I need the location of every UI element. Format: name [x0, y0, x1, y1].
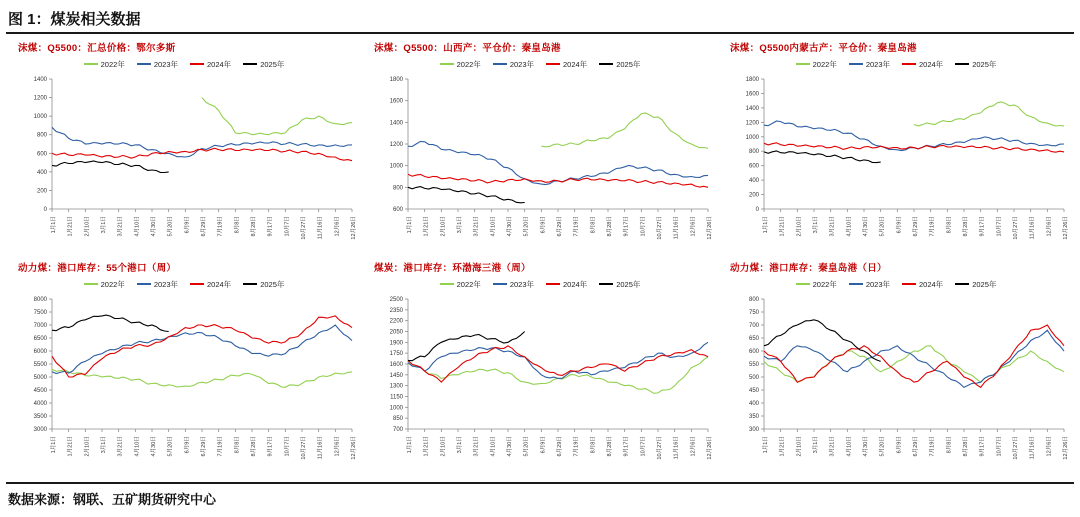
svg-text:1600: 1600 [389, 98, 403, 105]
svg-text:4月30日: 4月30日 [507, 436, 513, 457]
legend-swatch-icon [243, 283, 257, 285]
svg-text:10月7日: 10月7日 [284, 436, 291, 457]
series-line-2024年 [408, 346, 708, 382]
legend-item-2025年 [599, 59, 640, 70]
svg-text:5月20日: 5月20日 [167, 216, 174, 237]
svg-text:8月28日: 8月28日 [251, 216, 257, 237]
svg-text:800: 800 [36, 132, 47, 139]
svg-text:2月10日: 2月10日 [796, 436, 803, 457]
svg-text:1月1日: 1月1日 [763, 436, 769, 454]
svg-text:3000: 3000 [33, 427, 47, 433]
svg-text:850: 850 [392, 416, 403, 423]
svg-text:8月28日: 8月28日 [607, 436, 613, 457]
svg-text:12月26日: 12月26日 [351, 436, 357, 460]
chart-plot-3 [8, 293, 360, 475]
svg-text:3月1日: 3月1日 [101, 216, 107, 234]
svg-text:6月29日: 6月29日 [913, 436, 919, 457]
svg-text:12月6日: 12月6日 [1046, 216, 1053, 237]
svg-text:650: 650 [748, 336, 759, 342]
legend-label: 2024年 [207, 279, 232, 289]
svg-text:3月21日: 3月21日 [829, 216, 836, 237]
svg-text:1150: 1150 [390, 394, 403, 401]
svg-text:1月1日: 1月1日 [407, 436, 413, 454]
svg-text:8月8日: 8月8日 [590, 216, 597, 234]
svg-text:750: 750 [748, 310, 759, 316]
svg-text:6500: 6500 [33, 336, 47, 342]
chart-title-0: 沫煤：Q5500：汇总价格：鄂尔多斯 [18, 43, 176, 54]
svg-text:7月19日: 7月19日 [217, 436, 224, 457]
chart-panel-3 [8, 258, 360, 476]
chart-title-1: 沫煤：Q5500：山西产：平仓价：秦皇岛港 [374, 43, 561, 54]
svg-text:2050: 2050 [389, 329, 403, 336]
legend-swatch-icon [902, 63, 916, 65]
svg-text:1400: 1400 [389, 120, 403, 127]
svg-text:8月8日: 8月8日 [946, 436, 953, 454]
svg-text:12月6日: 12月6日 [1046, 436, 1053, 457]
svg-text:6000: 6000 [33, 349, 47, 355]
legend-label: 2025年 [616, 279, 641, 289]
chart-plot-0 [8, 73, 360, 255]
legend-item-2025年 [599, 279, 640, 290]
svg-text:400: 400 [748, 401, 759, 407]
svg-text:1800: 1800 [745, 77, 759, 83]
svg-text:5月20日: 5月20日 [879, 216, 886, 237]
chart-legend-3 [8, 278, 360, 290]
svg-text:5月20日: 5月20日 [523, 436, 530, 457]
svg-text:1月21日: 1月21日 [779, 436, 786, 457]
svg-text:600: 600 [748, 163, 759, 170]
svg-text:2月10日: 2月10日 [440, 436, 447, 457]
legend-item-2024年 [546, 279, 587, 290]
legend-item-2025年 [955, 59, 996, 70]
svg-text:1200: 1200 [389, 142, 403, 148]
legend-item-2022年 [440, 59, 481, 70]
svg-text:8月8日: 8月8日 [234, 216, 241, 234]
page-title: 图 1：煤炭相关数据 [8, 11, 141, 28]
series-line-2022年 [52, 369, 352, 387]
legend-swatch-icon [546, 283, 560, 285]
svg-text:4500: 4500 [33, 388, 47, 394]
svg-text:5月20日: 5月20日 [523, 216, 530, 237]
chart-svg [720, 73, 1072, 255]
svg-text:6月29日: 6月29日 [201, 436, 207, 457]
chart-panel-0 [8, 38, 360, 256]
svg-text:3月1日: 3月1日 [813, 436, 819, 454]
svg-text:9月17日: 9月17日 [267, 436, 274, 457]
chart-legend-4 [364, 278, 716, 290]
svg-text:400: 400 [748, 178, 759, 185]
series-line-2025年 [52, 315, 169, 331]
legend-label: 2024年 [563, 59, 588, 69]
legend-item-2024年 [190, 59, 231, 70]
svg-text:12月26日: 12月26日 [1063, 216, 1069, 240]
svg-text:800: 800 [748, 149, 759, 156]
legend-item-2025年 [243, 59, 284, 70]
svg-text:11月16日: 11月16日 [317, 216, 324, 240]
svg-text:10月27日: 10月27日 [301, 436, 307, 460]
chart-panel-1 [364, 38, 716, 256]
svg-text:6月9日: 6月9日 [896, 216, 903, 234]
svg-text:1月21日: 1月21日 [423, 216, 430, 237]
legend-item-2023年 [137, 59, 178, 70]
svg-text:1月21日: 1月21日 [67, 216, 74, 237]
svg-text:3月21日: 3月21日 [117, 216, 124, 237]
chart-svg [364, 293, 716, 475]
svg-text:3月1日: 3月1日 [457, 216, 463, 234]
legend-swatch-icon [796, 283, 810, 285]
chart-panel-4 [364, 258, 716, 476]
source-note: 数据来源：钢联、五矿期货研究中心 [8, 492, 217, 507]
chart-panel-5 [720, 258, 1072, 476]
chart-title-2: 沫煤：Q5500内蒙古产：平仓价：秦皇岛港 [730, 43, 917, 54]
svg-text:0: 0 [755, 207, 759, 213]
svg-text:500: 500 [748, 375, 759, 381]
legend-swatch-icon [849, 63, 863, 65]
svg-text:6月29日: 6月29日 [201, 216, 207, 237]
svg-text:6月29日: 6月29日 [557, 216, 563, 237]
chart-legend-1 [364, 58, 716, 70]
legend-label: 2025年 [972, 59, 997, 69]
legend-label: 2022年 [456, 279, 481, 289]
svg-text:3月1日: 3月1日 [101, 436, 107, 454]
svg-text:6月9日: 6月9日 [184, 436, 191, 454]
legend-swatch-icon [84, 283, 98, 285]
legend-item-2024年 [902, 59, 943, 70]
svg-text:6月9日: 6月9日 [540, 216, 547, 234]
legend-label: 2023年 [509, 279, 534, 289]
series-line-2023年 [52, 325, 352, 374]
svg-text:3月21日: 3月21日 [829, 436, 836, 457]
svg-text:4月10日: 4月10日 [490, 216, 497, 237]
series-line-2022年 [202, 98, 352, 135]
svg-text:8月28日: 8月28日 [607, 216, 613, 237]
svg-text:3月1日: 3月1日 [457, 436, 463, 454]
svg-text:3月21日: 3月21日 [473, 216, 480, 237]
svg-text:8000: 8000 [33, 297, 47, 303]
legend-label: 2024年 [919, 279, 944, 289]
svg-text:7000: 7000 [33, 323, 47, 329]
title-divider [6, 32, 1074, 34]
series-line-2024年 [764, 143, 1064, 152]
svg-text:4月30日: 4月30日 [863, 216, 869, 237]
svg-text:11月16日: 11月16日 [1029, 436, 1036, 460]
legend-swatch-icon [955, 283, 969, 285]
legend-swatch-icon [137, 283, 151, 285]
svg-text:8月28日: 8月28日 [251, 436, 257, 457]
svg-text:9月17日: 9月17日 [623, 436, 630, 457]
svg-text:8月8日: 8月8日 [946, 216, 953, 234]
svg-text:10月27日: 10月27日 [657, 216, 663, 240]
series-line-2022年 [914, 102, 1064, 126]
svg-text:6月9日: 6月9日 [540, 436, 547, 454]
svg-text:9月17日: 9月17日 [979, 436, 986, 457]
svg-text:1300: 1300 [389, 383, 403, 390]
svg-text:1900: 1900 [389, 340, 403, 347]
svg-text:3月1日: 3月1日 [813, 216, 819, 234]
svg-text:10月7日: 10月7日 [284, 216, 291, 237]
svg-text:3月21日: 3月21日 [117, 436, 124, 457]
series-line-2023年 [52, 127, 352, 157]
series-line-2022年 [541, 113, 708, 148]
svg-text:400: 400 [36, 169, 47, 176]
svg-text:1600: 1600 [389, 362, 403, 368]
legend-swatch-icon [796, 63, 810, 65]
legend-swatch-icon [137, 63, 151, 65]
legend-item-2023年 [493, 59, 534, 70]
svg-text:200: 200 [748, 192, 759, 199]
legend-label: 2024年 [207, 59, 232, 69]
series-line-2024年 [408, 174, 708, 187]
svg-text:1月1日: 1月1日 [763, 216, 769, 234]
svg-text:600: 600 [748, 349, 759, 355]
svg-text:1月21日: 1月21日 [67, 436, 74, 457]
svg-text:550: 550 [748, 362, 759, 368]
svg-text:4月30日: 4月30日 [863, 436, 869, 457]
svg-text:12月6日: 12月6日 [334, 216, 341, 237]
svg-text:4月10日: 4月10日 [490, 436, 497, 457]
legend-swatch-icon [546, 63, 560, 65]
svg-text:1000: 1000 [745, 134, 759, 141]
legend-label: 2025年 [616, 59, 641, 69]
legend-label: 2022年 [812, 279, 837, 289]
svg-text:1月1日: 1月1日 [51, 436, 57, 454]
chart-title-5: 动力煤：港口库存：秦皇岛港（日） [730, 263, 887, 274]
svg-text:1400: 1400 [745, 105, 759, 112]
svg-text:12月26日: 12月26日 [707, 436, 713, 460]
legend-item-2022年 [796, 279, 837, 290]
svg-text:7月19日: 7月19日 [929, 436, 936, 457]
svg-text:1600: 1600 [745, 91, 759, 98]
legend-item-2024年 [190, 279, 231, 290]
legend-swatch-icon [599, 63, 613, 65]
legend-label: 2023年 [153, 59, 178, 69]
legend-item-2022年 [796, 59, 837, 70]
chart-svg [720, 293, 1072, 475]
svg-text:3500: 3500 [33, 414, 47, 420]
svg-text:1月1日: 1月1日 [407, 216, 413, 234]
svg-text:800: 800 [392, 185, 403, 192]
svg-text:2月10日: 2月10日 [84, 216, 91, 237]
legend-swatch-icon [849, 283, 863, 285]
legend-swatch-icon [243, 63, 257, 65]
svg-text:8月28日: 8月28日 [963, 216, 969, 237]
series-line-2025年 [764, 151, 881, 163]
legend-swatch-icon [493, 283, 507, 285]
chart-title-3: 动力煤：港口库存：55个港口（周） [18, 263, 177, 274]
legend-label: 2024年 [919, 59, 944, 69]
svg-text:8月8日: 8月8日 [234, 436, 241, 454]
legend-swatch-icon [190, 283, 204, 285]
svg-text:5500: 5500 [33, 362, 47, 368]
legend-label: 2025年 [260, 59, 285, 69]
svg-text:12月26日: 12月26日 [707, 216, 713, 240]
legend-label: 2025年 [972, 279, 997, 289]
svg-text:4月10日: 4月10日 [134, 436, 141, 457]
svg-text:350: 350 [748, 414, 759, 420]
svg-text:11月16日: 11月16日 [1029, 216, 1036, 240]
chart-svg [364, 73, 716, 255]
svg-text:1月1日: 1月1日 [51, 216, 57, 234]
chart-plot-4 [364, 293, 716, 475]
svg-text:1450: 1450 [389, 372, 403, 379]
chart-plot-2 [720, 73, 1072, 255]
svg-text:1000: 1000 [389, 405, 403, 412]
chart-grid [6, 38, 1074, 478]
svg-text:2200: 2200 [389, 318, 403, 325]
svg-text:6月29日: 6月29日 [913, 216, 919, 237]
chart-svg [8, 293, 360, 475]
svg-text:1000: 1000 [33, 114, 47, 121]
svg-text:200: 200 [36, 188, 47, 195]
legend-label: 2023年 [865, 279, 890, 289]
series-line-2025年 [52, 161, 169, 173]
legend-label: 2023年 [865, 59, 890, 69]
svg-text:2月10日: 2月10日 [440, 216, 447, 237]
svg-text:2月10日: 2月10日 [84, 436, 91, 457]
svg-text:9月17日: 9月17日 [623, 216, 630, 237]
svg-text:5月20日: 5月20日 [879, 436, 886, 457]
chart-legend-0 [8, 58, 360, 70]
chart-legend-2 [720, 58, 1072, 70]
series-line-2025年 [408, 187, 525, 203]
svg-text:7月19日: 7月19日 [573, 436, 580, 457]
legend-label: 2022年 [456, 59, 481, 69]
svg-text:7500: 7500 [33, 310, 47, 316]
svg-text:1200: 1200 [33, 95, 47, 102]
svg-text:1400: 1400 [33, 77, 47, 83]
legend-swatch-icon [440, 283, 454, 285]
svg-text:12月6日: 12月6日 [334, 436, 341, 457]
svg-text:11月16日: 11月16日 [673, 216, 680, 240]
svg-text:9月17日: 9月17日 [979, 216, 986, 237]
svg-text:4000: 4000 [33, 401, 47, 407]
svg-text:12月6日: 12月6日 [690, 436, 697, 457]
svg-text:7月19日: 7月19日 [929, 216, 936, 237]
svg-text:5000: 5000 [33, 375, 47, 381]
svg-text:1000: 1000 [389, 163, 403, 170]
legend-label: 2022年 [100, 279, 125, 289]
series-line-2024年 [52, 148, 352, 161]
legend-swatch-icon [902, 283, 916, 285]
source-divider [6, 482, 1074, 484]
legend-item-2025年 [955, 279, 996, 290]
svg-text:0: 0 [43, 207, 47, 213]
svg-text:800: 800 [748, 297, 759, 303]
svg-text:700: 700 [392, 427, 403, 433]
svg-text:10月7日: 10月7日 [640, 216, 647, 237]
legend-item-2022年 [84, 59, 125, 70]
svg-text:10月27日: 10月27日 [1013, 216, 1019, 240]
series-line-2024年 [52, 316, 352, 377]
svg-text:4月10日: 4月10日 [134, 216, 141, 237]
svg-text:7月19日: 7月19日 [573, 216, 580, 237]
legend-label: 2023年 [509, 59, 534, 69]
svg-text:10月27日: 10月27日 [657, 436, 663, 460]
legend-swatch-icon [493, 63, 507, 65]
legend-item-2023年 [849, 279, 890, 290]
legend-label: 2023年 [153, 279, 178, 289]
svg-text:1月21日: 1月21日 [779, 216, 786, 237]
svg-text:4月10日: 4月10日 [846, 436, 853, 457]
legend-swatch-icon [599, 283, 613, 285]
svg-text:4月30日: 4月30日 [151, 216, 157, 237]
chart-plot-5 [720, 293, 1072, 475]
svg-text:600: 600 [392, 207, 403, 213]
svg-text:7月19日: 7月19日 [217, 216, 224, 237]
svg-text:2500: 2500 [389, 297, 403, 303]
svg-text:1800: 1800 [389, 77, 403, 83]
svg-text:10月27日: 10月27日 [301, 216, 307, 240]
svg-text:6月9日: 6月9日 [896, 436, 903, 454]
svg-text:6月29日: 6月29日 [557, 436, 563, 457]
legend-label: 2025年 [260, 279, 285, 289]
svg-text:4月30日: 4月30日 [507, 216, 513, 237]
legend-label: 2022年 [812, 59, 837, 69]
svg-text:12月26日: 12月26日 [351, 216, 357, 240]
svg-text:600: 600 [36, 151, 47, 158]
series-line-2023年 [408, 342, 708, 378]
legend-item-2024年 [546, 59, 587, 70]
legend-swatch-icon [955, 63, 969, 65]
legend-item-2023年 [493, 279, 534, 290]
svg-text:2月10日: 2月10日 [796, 216, 803, 237]
chart-plot-1 [364, 73, 716, 255]
svg-text:3月21日: 3月21日 [473, 436, 480, 457]
chart-panel-2 [720, 38, 1072, 256]
svg-text:1200: 1200 [745, 120, 759, 127]
svg-text:10月7日: 10月7日 [996, 216, 1003, 237]
svg-text:11月16日: 11月16日 [673, 436, 680, 460]
svg-text:9月17日: 9月17日 [267, 216, 274, 237]
svg-text:10月7日: 10月7日 [996, 436, 1003, 457]
legend-item-2022年 [440, 279, 481, 290]
legend-label: 2024年 [563, 279, 588, 289]
svg-text:8月8日: 8月8日 [590, 436, 597, 454]
legend-item-2024年 [902, 279, 943, 290]
svg-text:4月30日: 4月30日 [151, 436, 157, 457]
legend-swatch-icon [84, 63, 98, 65]
svg-text:4月10日: 4月10日 [846, 216, 853, 237]
legend-item-2023年 [137, 279, 178, 290]
legend-item-2022年 [84, 279, 125, 290]
chart-legend-5 [720, 278, 1072, 290]
svg-text:300: 300 [748, 427, 759, 433]
legend-swatch-icon [440, 63, 454, 65]
chart-title-4: 煤炭：港口库存：环渤海三港（周） [374, 263, 531, 274]
svg-text:11月16日: 11月16日 [317, 436, 324, 460]
series-line-2023年 [764, 330, 1064, 387]
svg-text:6月9日: 6月9日 [184, 216, 191, 234]
svg-text:12月6日: 12月6日 [690, 216, 697, 237]
legend-item-2023年 [849, 59, 890, 70]
svg-text:2350: 2350 [389, 307, 403, 314]
legend-item-2025年 [243, 279, 284, 290]
legend-swatch-icon [190, 63, 204, 65]
svg-text:1月21日: 1月21日 [423, 436, 430, 457]
svg-text:700: 700 [748, 323, 759, 329]
svg-text:5月20日: 5月20日 [167, 436, 174, 457]
svg-text:10月27日: 10月27日 [1013, 436, 1019, 460]
svg-text:1750: 1750 [389, 351, 403, 358]
chart-svg [8, 73, 360, 255]
svg-text:8月28日: 8月28日 [963, 436, 969, 457]
svg-text:450: 450 [748, 388, 759, 394]
legend-label: 2022年 [100, 59, 125, 69]
svg-text:10月7日: 10月7日 [640, 436, 647, 457]
svg-text:12月26日: 12月26日 [1063, 436, 1069, 460]
